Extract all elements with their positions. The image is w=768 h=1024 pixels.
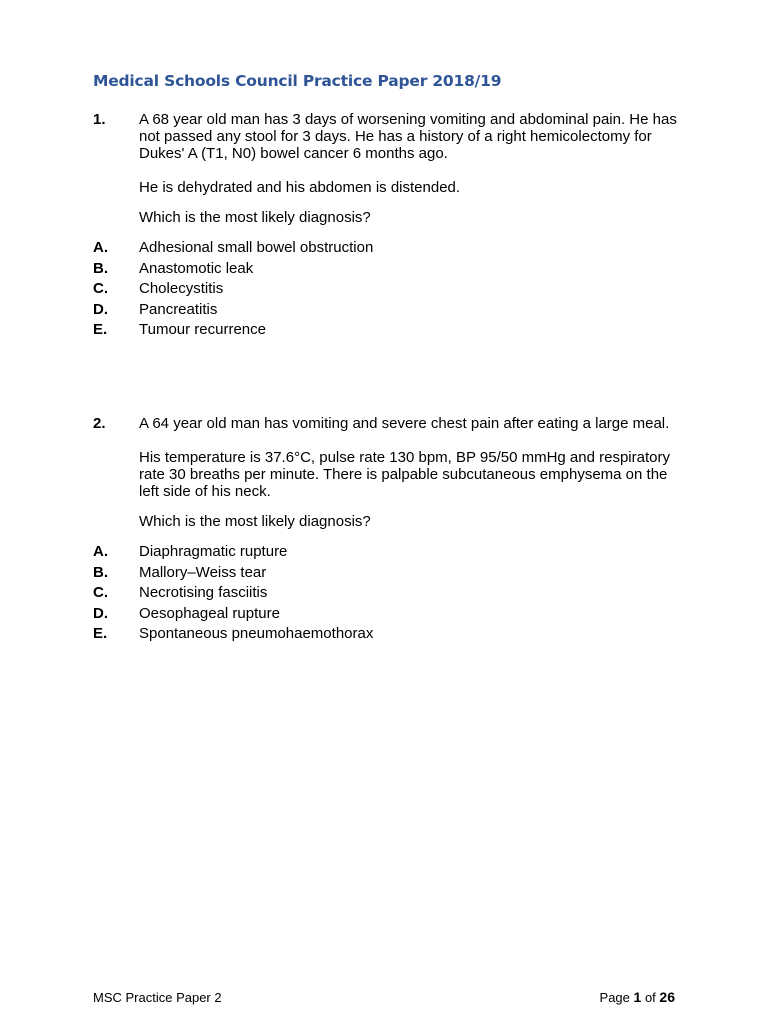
question-prompt: Which is the most likely diagnosis? bbox=[139, 209, 371, 226]
answer-option bbox=[93, 543, 683, 564]
option-letter: C. bbox=[93, 584, 108, 601]
document-title: Medical Schools Council Practice Paper 2018/19 bbox=[93, 72, 502, 90]
question-number: 1. bbox=[93, 111, 106, 128]
option-text: Mallory–Weiss tear bbox=[139, 563, 267, 581]
answer-option bbox=[93, 321, 683, 342]
question-2 bbox=[93, 415, 683, 646]
option-letter: C. bbox=[93, 280, 108, 297]
option-text: Tumour recurrence bbox=[139, 321, 266, 338]
answer-option bbox=[93, 239, 683, 260]
option-text: Adhesional small bowel obstruction bbox=[139, 239, 374, 256]
answer-option bbox=[93, 625, 683, 646]
answer-option bbox=[93, 280, 683, 301]
option-letter: D. bbox=[93, 300, 108, 318]
option-text: Anastomotic leak bbox=[139, 259, 254, 277]
page-current: 1 bbox=[633, 989, 642, 1005]
option-text: Spontaneous pneumohaemothorax bbox=[139, 625, 374, 642]
option-letter: B. bbox=[93, 259, 108, 277]
answer-options bbox=[93, 239, 683, 342]
footer-paper-name: MSC Practice Paper 2 bbox=[93, 990, 222, 1005]
question-stem: He is dehydrated and his abdomen is distended. bbox=[139, 179, 461, 196]
question-number: 2. bbox=[93, 415, 106, 432]
answer-options bbox=[93, 543, 683, 646]
question-stem: His temperature is 37.6°C, pulse rate 130 bpm, BP 95/50 mmHg and respiratory rate 30 breaths per minute. There is palpable subcutaneous emphysema on the left side of his neck. bbox=[139, 449, 670, 500]
answer-option bbox=[93, 605, 683, 626]
option-letter: A. bbox=[93, 543, 108, 560]
option-text: Pancreatitis bbox=[139, 300, 218, 318]
answer-option bbox=[93, 260, 683, 281]
option-letter: E. bbox=[93, 321, 108, 338]
answer-option bbox=[93, 564, 683, 585]
question-stem: A 64 year old man has vomiting and severe chest pain after eating a large meal. bbox=[139, 415, 670, 432]
page-of: of bbox=[644, 990, 656, 1005]
question-1 bbox=[93, 111, 683, 342]
option-letter: B. bbox=[93, 563, 108, 581]
page-number bbox=[600, 989, 675, 1005]
answer-option bbox=[93, 584, 683, 605]
option-text: Cholecystitis bbox=[139, 280, 224, 297]
question-stem: A 68 year old man has 3 days of worsening vomiting and abdominal pain. He has not passed any stool for 3 days. He has a history of a right hemicolectomy for Dukes' A (T1, N0) bowel cancer 6 months ago. bbox=[139, 111, 677, 162]
page-label: Page bbox=[599, 990, 630, 1005]
option-letter: D. bbox=[93, 604, 108, 622]
option-text: Diaphragmatic rupture bbox=[139, 543, 288, 560]
option-text: Necrotising fasciitis bbox=[139, 584, 268, 601]
option-text: Oesophageal rupture bbox=[139, 604, 280, 622]
answer-option bbox=[93, 301, 683, 322]
question-prompt: Which is the most likely diagnosis? bbox=[139, 513, 371, 530]
option-letter: E. bbox=[93, 625, 108, 642]
page-total: 26 bbox=[659, 989, 675, 1005]
option-letter: A. bbox=[93, 239, 108, 256]
